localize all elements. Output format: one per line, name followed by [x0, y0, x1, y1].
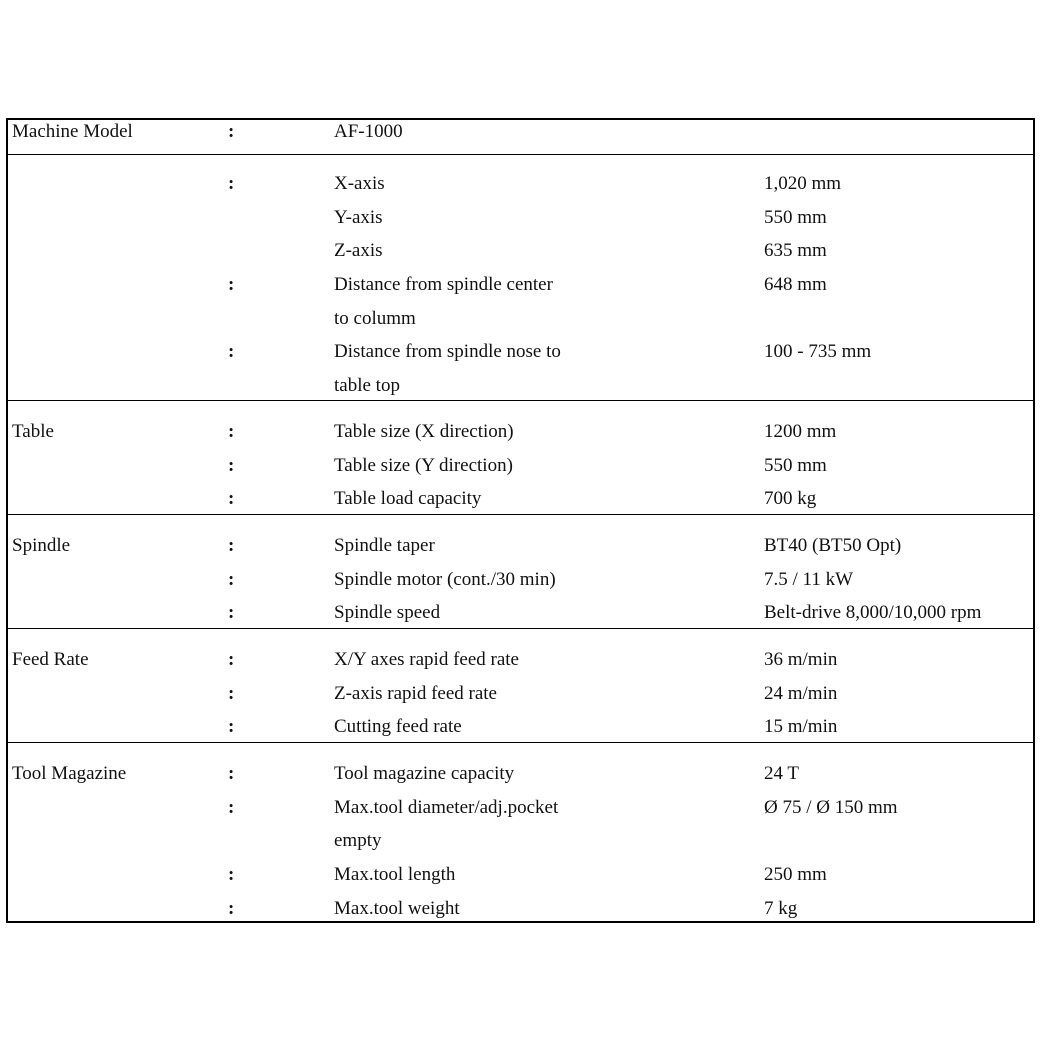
spec-row [8, 710, 1033, 744]
spec-row [8, 643, 1033, 677]
spec-value: 648 mm [764, 274, 827, 296]
spec-item: Tool magazine capacity [334, 763, 515, 784]
spec-value: 7 kg [764, 897, 798, 919]
machine-model-value: AF-1000 [334, 121, 403, 142]
spec-item: Spindle motor (cont./30 min) [334, 568, 556, 590]
spec-row [8, 892, 1033, 926]
spec-item: Distance from spindle center [334, 274, 553, 296]
spec-value: Belt-drive 8,000/10,000 rpm [764, 602, 982, 624]
colon: : [228, 274, 235, 296]
spec-item: Max.tool length [334, 864, 456, 886]
spec-row [8, 563, 1033, 597]
colon: : [228, 341, 235, 363]
spec-value: 635 mm [764, 240, 827, 262]
spec-value: 36 m/min [764, 649, 838, 670]
category-label: Feed Rate [12, 649, 89, 670]
spec-item: Max.tool diameter/adj.pocket [334, 796, 559, 818]
spec-value: 1200 mm [764, 421, 837, 442]
colon: : [228, 649, 235, 670]
spec-item: Spindle speed [334, 602, 441, 624]
spec-value: 7.5 / 11 kW [764, 568, 854, 590]
colon: : [228, 716, 235, 738]
category-label: Spindle [12, 535, 71, 556]
colon: : [228, 796, 235, 818]
colon: : [228, 602, 235, 624]
spec-row [8, 791, 1033, 825]
spec-row [8, 449, 1033, 483]
spec-value: 24 T [764, 763, 800, 784]
spec-item: Table load capacity [334, 488, 482, 510]
section-machine-model [8, 120, 1033, 154]
spec-item: Spindle taper [334, 535, 435, 556]
machine-model-label: Machine Model [12, 121, 133, 142]
spec-row [8, 201, 1033, 235]
spec-item: Table size (Y direction) [334, 454, 513, 476]
spec-item: to columm [334, 307, 416, 329]
spec-value: 550 mm [764, 454, 827, 476]
spec-row [8, 167, 1033, 201]
spec-row [8, 234, 1033, 268]
section-feed-rate [8, 628, 1033, 742]
colon: : [228, 897, 235, 919]
spec-value: 15 m/min [764, 716, 838, 738]
spec-row [8, 482, 1033, 516]
spec-item: table top [334, 375, 400, 397]
spec-row [8, 415, 1033, 449]
spec-value: 700 kg [764, 488, 817, 510]
section-tool-magazine [8, 742, 1033, 921]
spec-value: 100 - 735 mm [764, 341, 872, 363]
spec-value: 1,020 mm [764, 173, 842, 194]
spec-table [6, 118, 1035, 923]
spec-item: Y-axis [334, 206, 383, 228]
category-label: Tool Magazine [12, 763, 127, 784]
machine-model-row [8, 120, 1033, 154]
colon: : [228, 454, 235, 476]
spec-row [8, 677, 1033, 711]
spec-item: Table size (X direction) [334, 421, 514, 442]
colon: : [228, 864, 235, 886]
colon: : [228, 121, 235, 142]
section-travel [8, 154, 1033, 400]
spec-item: empty [334, 830, 382, 852]
spec-row [8, 302, 1033, 336]
category-label: Table [12, 421, 54, 442]
spec-item: Max.tool weight [334, 897, 460, 919]
colon: : [228, 535, 235, 556]
spec-value: 250 mm [764, 864, 827, 886]
spec-item: X/Y axes rapid feed rate [334, 649, 519, 670]
colon: : [228, 763, 235, 784]
colon: : [228, 488, 235, 510]
section-table [8, 400, 1033, 514]
spec-row [8, 335, 1033, 369]
spec-value: Ø 75 / Ø 150 mm [764, 796, 898, 818]
spec-row [8, 757, 1033, 791]
spec-value: 24 m/min [764, 682, 838, 704]
spec-row [8, 596, 1033, 630]
spec-item: Cutting feed rate [334, 716, 462, 738]
spec-item: Z-axis rapid feed rate [334, 682, 497, 704]
spec-item: X-axis [334, 173, 385, 194]
colon: : [228, 682, 235, 704]
section-spindle [8, 514, 1033, 628]
colon: : [228, 173, 235, 194]
spec-row [8, 824, 1033, 858]
colon: : [228, 568, 235, 590]
spec-row [8, 858, 1033, 892]
spec-value: BT40 (BT50 Opt) [764, 535, 902, 556]
spec-row [8, 369, 1033, 403]
spec-row [8, 529, 1033, 563]
colon: : [228, 421, 235, 442]
spec-value: 550 mm [764, 206, 827, 228]
spec-item: Distance from spindle nose to [334, 341, 561, 363]
spec-row [8, 268, 1033, 302]
spec-item: Z-axis [334, 240, 383, 262]
